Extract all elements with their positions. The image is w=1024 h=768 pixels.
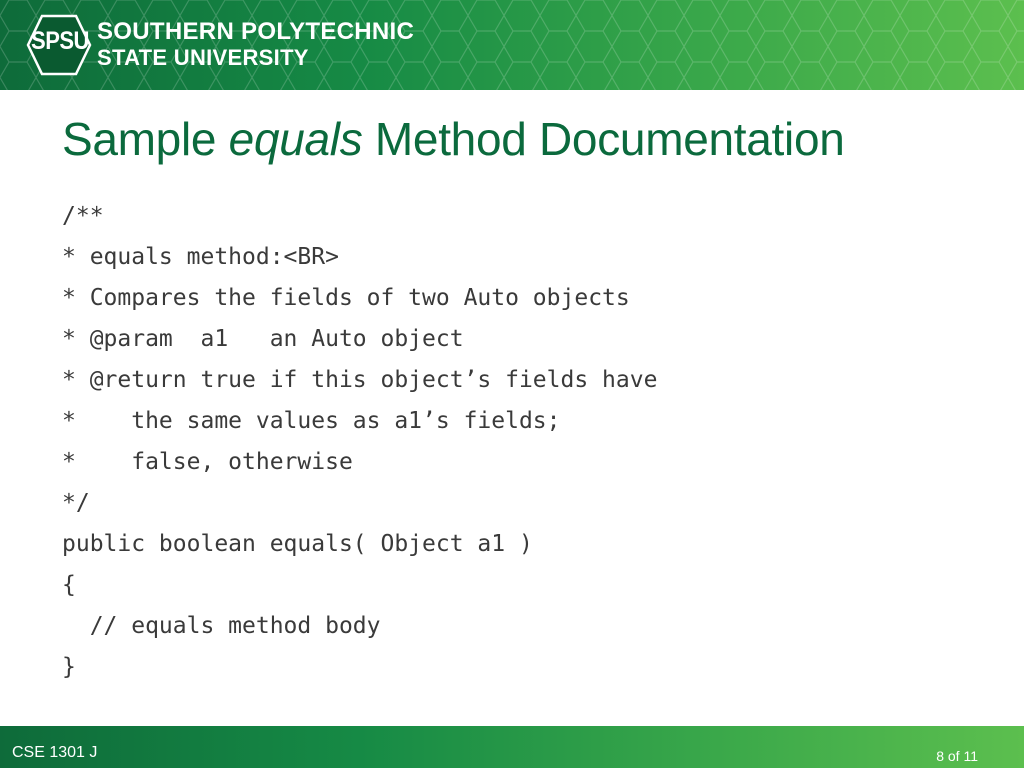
code-line: * equals method:<BR> <box>62 244 339 270</box>
header-banner <box>0 0 1024 90</box>
university-name-line1: SOUTHERN POLYTECHNIC <box>97 18 415 45</box>
code-line: * false, otherwise <box>62 449 353 475</box>
code-line: /** <box>62 203 104 229</box>
title-prefix: Sample <box>62 113 229 165</box>
university-name-line2: STATE UNIVERSITY <box>97 45 309 70</box>
page-number: 8 of 11 <box>936 748 978 764</box>
course-label: CSE 1301 J <box>12 744 98 761</box>
code-line: * Compares the fields of two Auto objects <box>62 285 630 311</box>
code-line: * @param a1 an Auto object <box>62 326 464 352</box>
footer-banner <box>0 726 1024 768</box>
code-line: // equals method body <box>62 613 381 639</box>
code-line: * @return true if this object’s fields have <box>62 367 658 393</box>
code-line: public boolean equals( Object a1 ) <box>62 531 533 557</box>
logo-text: SPSU <box>31 26 89 55</box>
code-line: { <box>62 572 76 598</box>
code-block <box>62 196 657 688</box>
title-suffix: Method Documentation <box>362 113 845 165</box>
code-line: */ <box>62 490 90 516</box>
slide-title <box>62 112 845 166</box>
title-emphasis: equals <box>228 113 363 165</box>
code-line: * the same values as a1’s fields; <box>62 408 561 434</box>
code-line: } <box>62 654 76 680</box>
